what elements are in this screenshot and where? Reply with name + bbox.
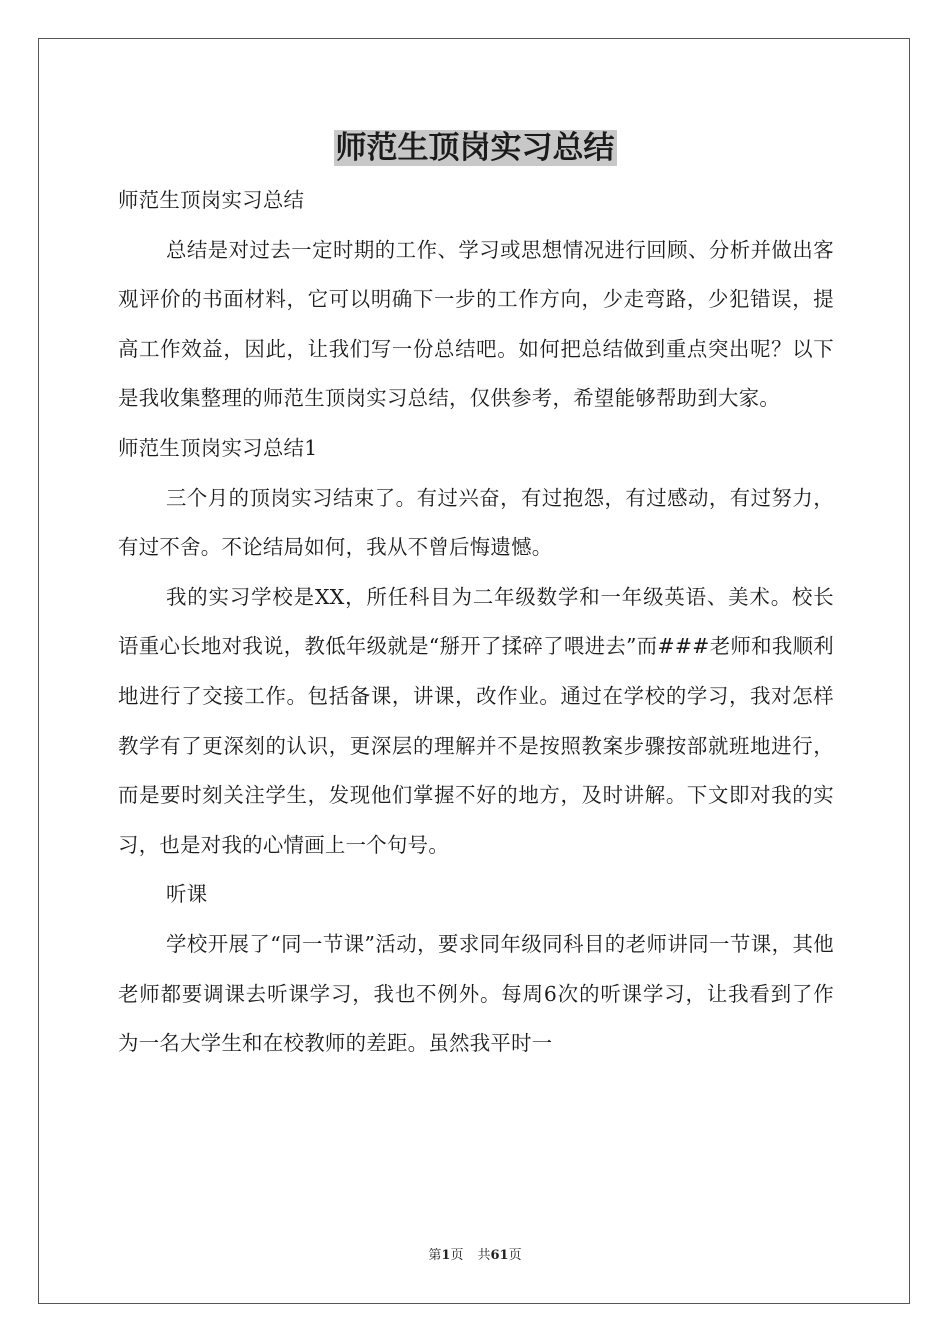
total-prefix: 共 xyxy=(477,1248,491,1263)
page-number: 1 xyxy=(441,1248,451,1263)
page-suffix: 页 xyxy=(450,1248,464,1263)
paragraph-school: 我的实习学校是XX，所任科目为二年级数学和一年级英语、美术。校长语重心长地对我说，教低年级就是“掰开了揉碎了喂进去”而###老师和我顺利地进行了交接工作。包括备课，讲课，改作业。通过在学校的学习，我对怎样教学有了更深刻的认识，更深层的理解并不是按照教案步骤按部就班地进行，而是要时刻关注学生，发现他们掌握不好的地方，及时讲解。下文即对我的实习，也是对我的心情画上一个句号。 xyxy=(118,584,834,857)
paragraph-summary: 三个月的顶岗实习结束了。有过兴奋，有过抱怨，有过感动，有过努力，有过不舍。不论结局如何，我从不曾后悔遗憾。 xyxy=(118,485,834,560)
paragraph-listening: 学校开展了“同一节课”活动，要求同年级同科目的老师讲同一节课，其他老师都要调课去听课学习，我也不例外。每周6次的听课学习，让我看到了作为一名大学生和在校教师的差距。虽然我平时一 xyxy=(118,931,834,1056)
document-title xyxy=(0,126,950,170)
paragraph-intro: 总结是对过去一定时期的工作、学习或思想情况进行回顾、分析并做出客观评价的书面材料，它可以明确下一步的工作方向，少走弯路，少犯错误，提高工作效益，因此，让我们写一份总结吧。如何把总结做到重点突出呢？以下是我收集整理的师范生顶岗实习总结，仅供参考，希望能够帮助到大家。 xyxy=(118,237,834,411)
document-title-text: 师范生顶岗实习总结 xyxy=(335,130,615,166)
section-heading-1: 师范生顶岗实习总结1 xyxy=(118,435,318,460)
paragraph-subtitle: 师范生顶岗实习总结 xyxy=(118,188,305,212)
page-footer xyxy=(0,1246,950,1266)
document-body xyxy=(118,176,834,1069)
total-suffix: 页 xyxy=(508,1248,522,1263)
subheading-listening: 听课 xyxy=(166,882,208,907)
page-prefix: 第 xyxy=(428,1248,442,1263)
total-pages: 61 xyxy=(490,1248,509,1263)
